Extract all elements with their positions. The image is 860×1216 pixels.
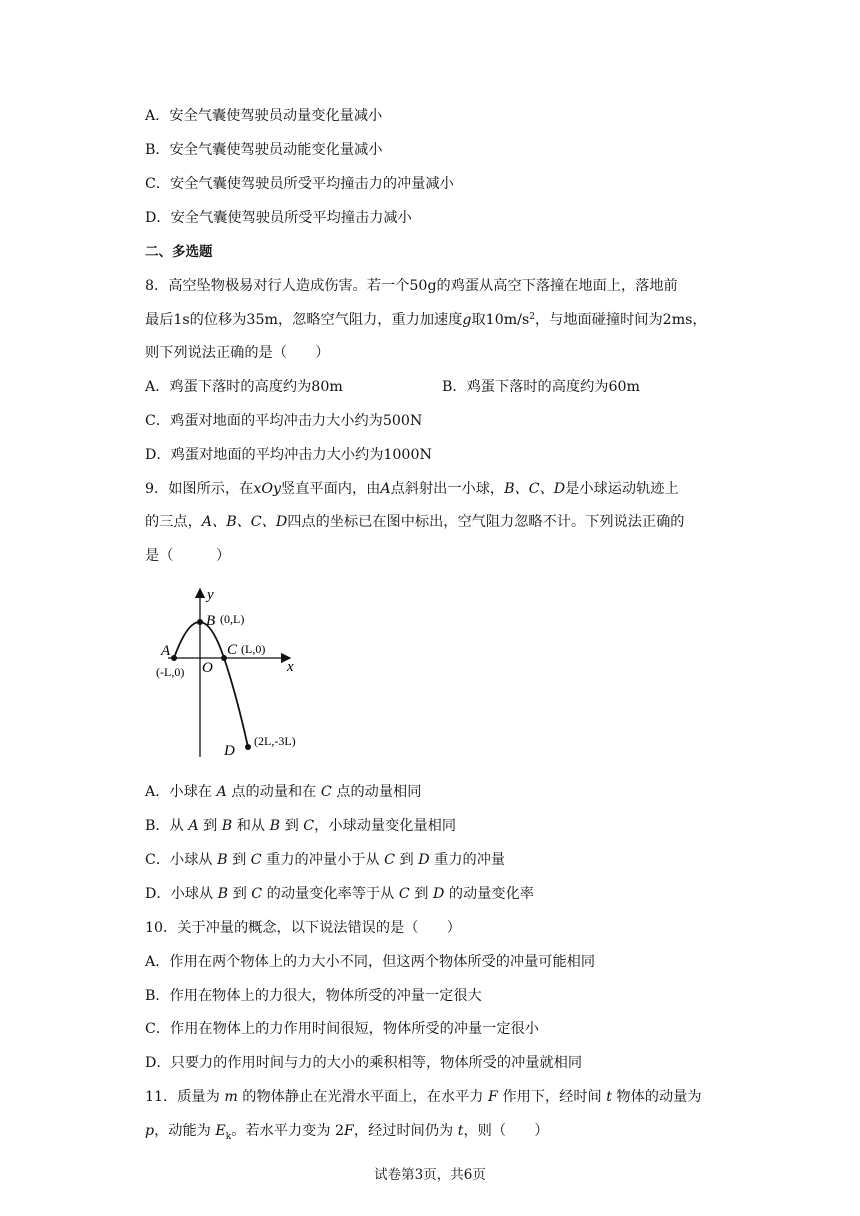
q8-stem-line1: 8．高空坠物极易对行人造成伤害。若一个50g的鸡蛋从高空下落撞在地面上，落地前 bbox=[145, 278, 678, 294]
q7-option-d: D．安全气囊使驾驶员所受平均撞击力减小 bbox=[145, 210, 412, 226]
x-axis-label: x bbox=[287, 659, 294, 675]
q8-option-c: C．鸡蛋对地面的平均冲击力大小约为500N bbox=[145, 413, 423, 429]
point-a-label: A bbox=[161, 643, 171, 659]
q9-stem-line2: 的三点，A、B、C、D四点的坐标已在图中标出，空气阻力忽略不计。下列说法正确的 bbox=[145, 514, 685, 530]
q9-stem-line1: 9．如图所示，在xOy竖直平面内，由A点斜射出一小球，B、C、D是小球运动轨迹上 bbox=[145, 481, 679, 497]
q10-stem: 10．关于冲量的概念，以下说法错误的是（ ） bbox=[145, 920, 461, 936]
point-a-coord: (-L,0) bbox=[156, 665, 185, 679]
q8-option-b: B．鸡蛋下落时的高度约为60m bbox=[442, 379, 640, 395]
q8-stem-line2: 最后1s的位移为35m，忽略空气阻力，重力加速度g取$10m/s^2$，与地面碰撞时间为2ms， bbox=[145, 312, 707, 328]
point-a-dot bbox=[171, 655, 177, 661]
section-title: 二、多选题 bbox=[145, 244, 213, 260]
q7-option-b: B．安全气囊使驾驶员动能变化量减小 bbox=[145, 142, 383, 158]
y-axis-label: y bbox=[207, 587, 214, 603]
q8-option-d: D．鸡蛋对地面的平均冲击力大小约为1000N bbox=[145, 447, 432, 463]
point-b-coord: (0,L) bbox=[220, 612, 245, 626]
q9-stem-line3: 是（ ） bbox=[145, 548, 231, 564]
q7-option-c: C．安全气囊使驾驶员所受平均撞击力的冲量减小 bbox=[145, 176, 454, 192]
point-c-coord: (L,0) bbox=[241, 642, 266, 656]
q10-option-d: D．只要力的作用时间与力的大小的乘积相等，物体所受的冲量就相同 bbox=[145, 1055, 583, 1071]
q7-option-a: A．安全气囊使驾驶员动量变化量减小 bbox=[145, 108, 383, 124]
point-c-label: C bbox=[227, 642, 238, 658]
q10-option-c: C．作用在物体上的力作用时间很短，物体所受的冲量一定很小 bbox=[145, 1021, 539, 1037]
q10-option-a: A．作用在两个物体上的力大小不同，但这两个物体所受的冲量可能相同 bbox=[145, 954, 596, 970]
page-footer: 试卷第3页，共6页 bbox=[374, 1167, 486, 1183]
point-d-coord: (2L,-3L) bbox=[254, 734, 296, 748]
origin-label: O bbox=[202, 660, 213, 676]
point-d-label: D bbox=[224, 743, 235, 759]
point-d-dot bbox=[245, 744, 251, 750]
q11-stem-line2: p，动能为 $E_k$。若水平力变为 2F，经过时间仍为 t，则（ ） bbox=[145, 1123, 549, 1142]
point-b-dot bbox=[197, 619, 203, 625]
q9-option-c: C．小球从 B 到 C 重力的冲量小于从 C 到 D 重力的冲量 bbox=[145, 852, 506, 868]
q9-option-a: A．小球在 A 点的动量和在 C 点的动量相同 bbox=[145, 784, 422, 800]
q9-option-d: D．小球从 B 到 C 的动量变化率等于从 C 到 D 的动量变化率 bbox=[145, 886, 534, 902]
q11-stem-line1: 11．质量为 m 的物体静止在光滑水平面上，在水平力 F 作用下，经时间 t 物体的动量为 bbox=[145, 1089, 702, 1105]
q10-option-b: B．作用在物体上的力很大，物体所受的冲量一定很大 bbox=[145, 988, 482, 1004]
trajectory-figure bbox=[150, 585, 310, 765]
trajectory-curve bbox=[174, 622, 248, 747]
q9-option-b: B．从 A 到 B 和从 B 到 C，小球动量变化量相同 bbox=[145, 818, 457, 834]
q8-option-a: A．鸡蛋下落时的高度约为80m bbox=[145, 379, 343, 395]
q8-stem-line3: 则下列说法正确的是（ ） bbox=[145, 345, 330, 361]
point-b-label: B bbox=[206, 613, 216, 629]
